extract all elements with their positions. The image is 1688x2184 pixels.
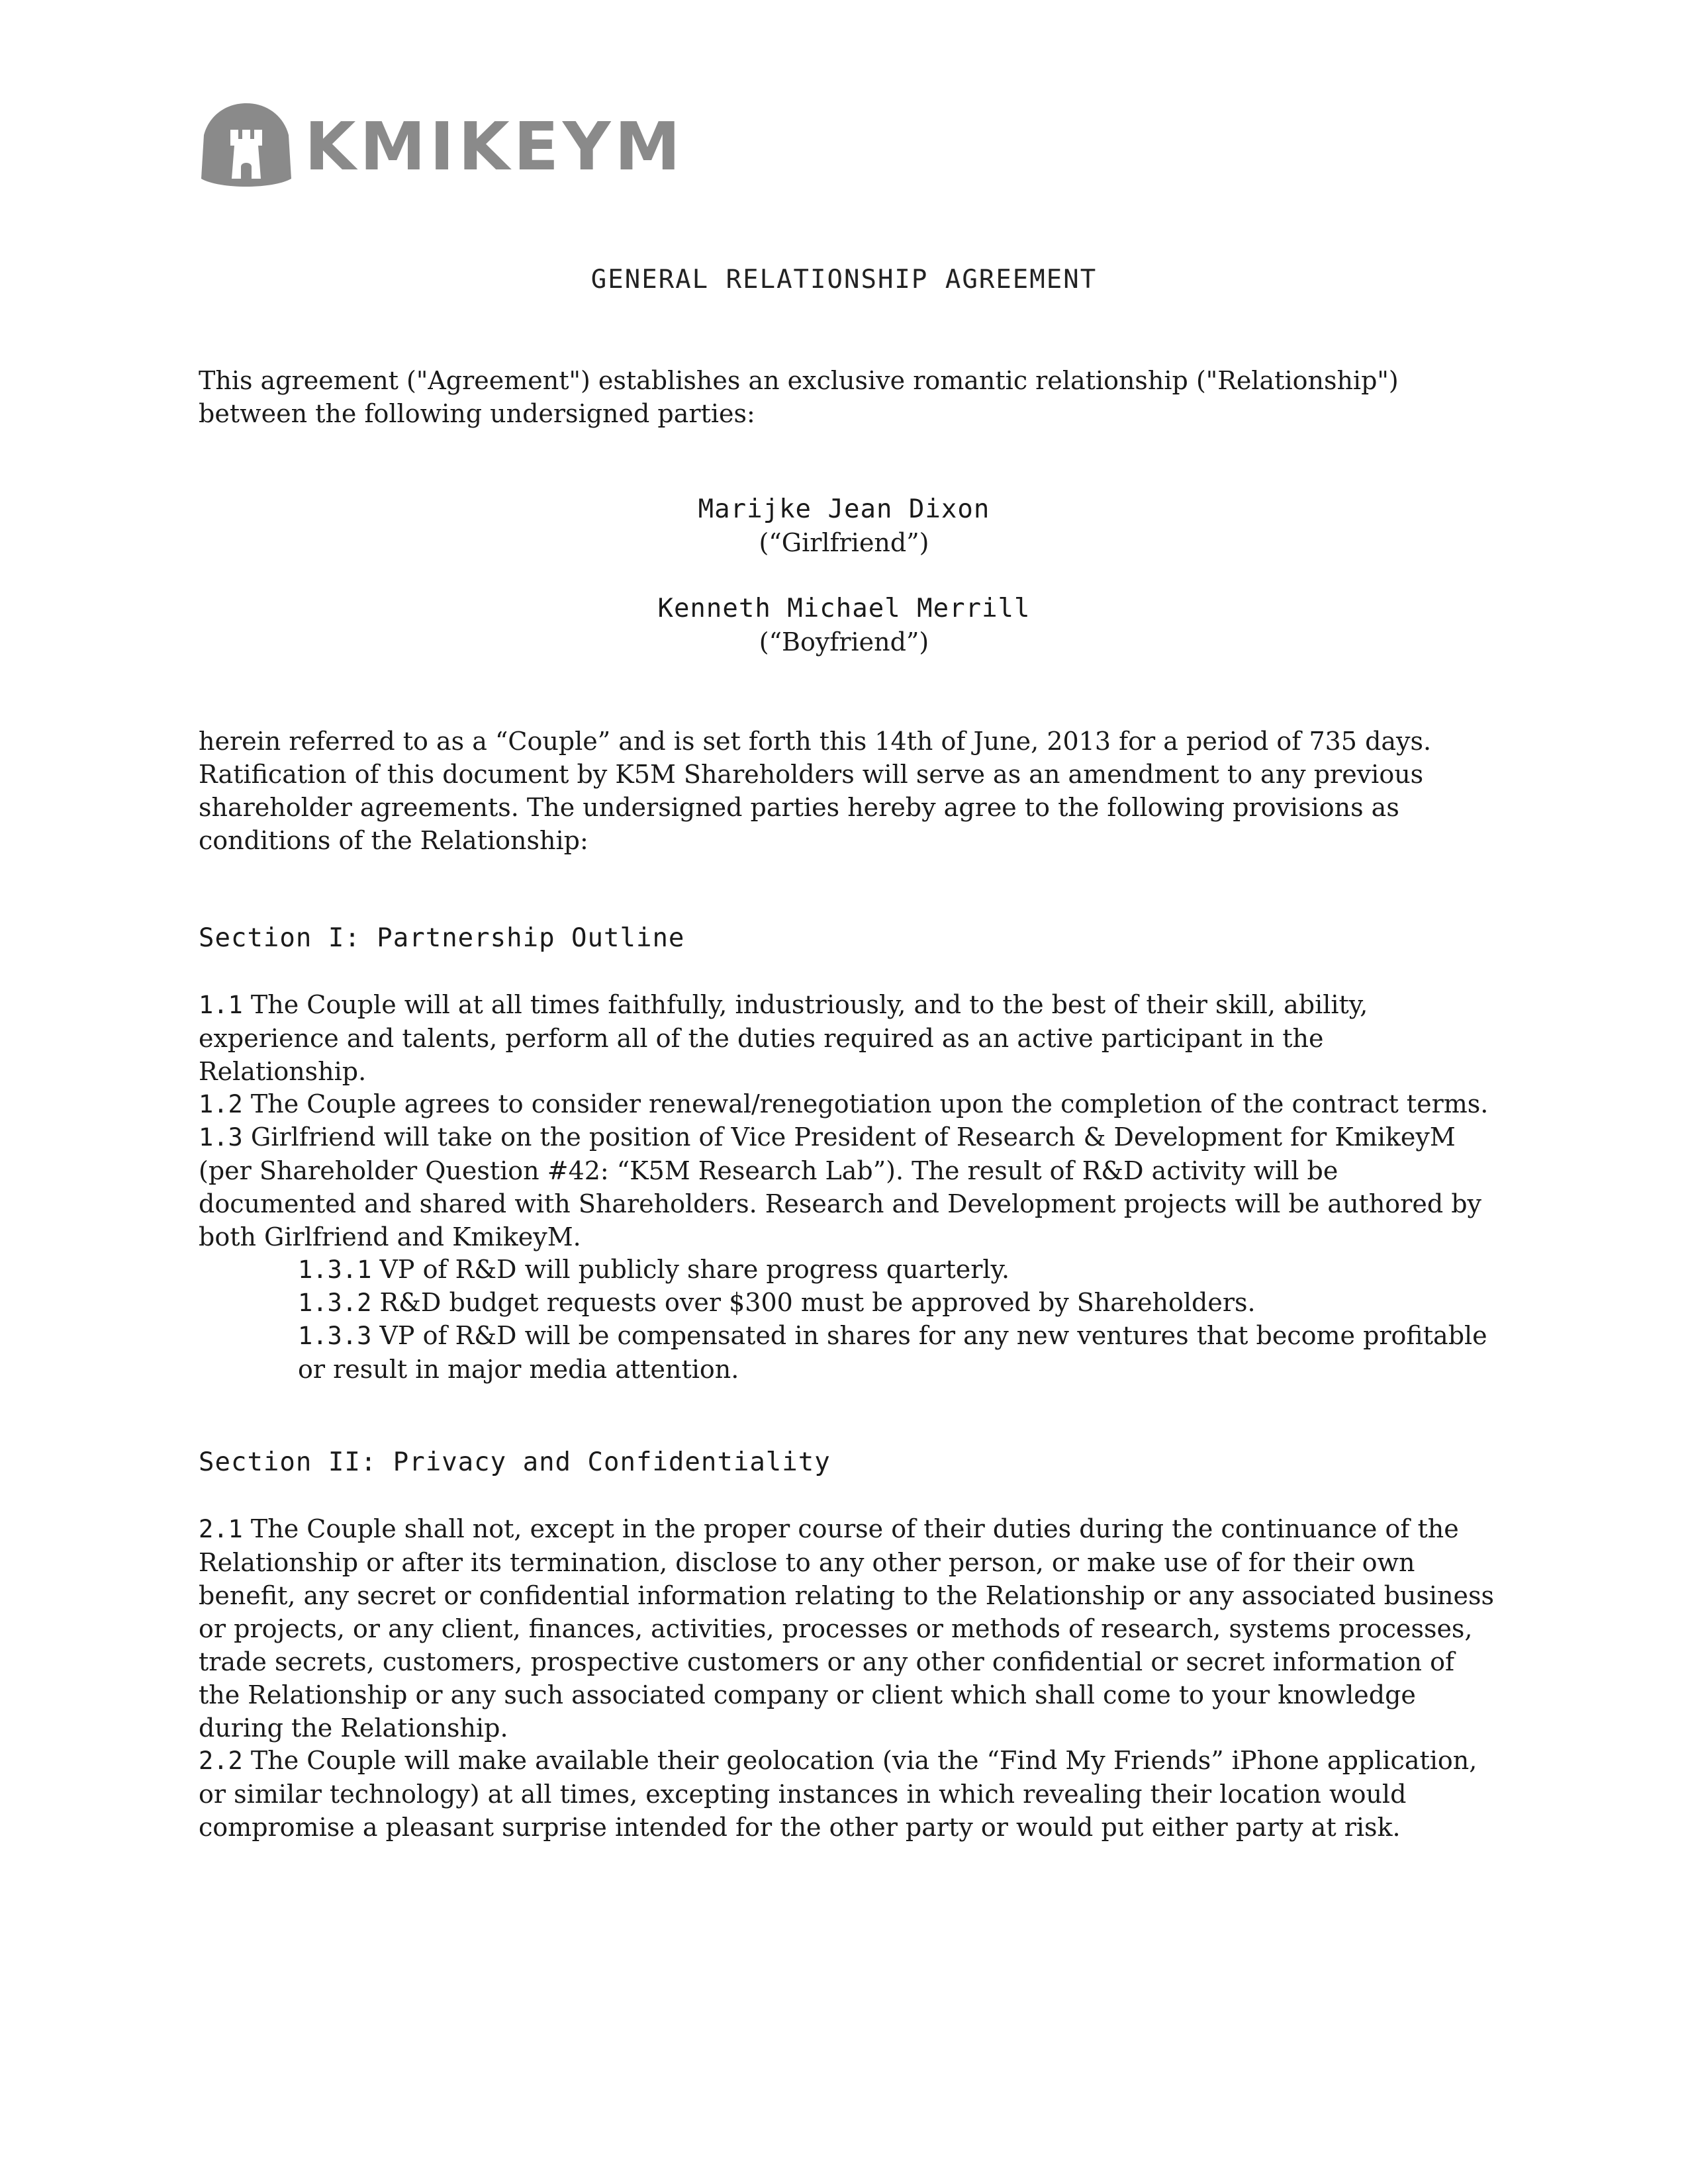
- party-boyfriend: [0, 592, 1688, 659]
- party-girlfriend: [0, 493, 1688, 559]
- clause-number: 1.3.1: [298, 1255, 372, 1284]
- party-name: Marijke Jean Dixon: [698, 494, 990, 524]
- party-role: (“Boyfriend”): [759, 627, 929, 657]
- logo-wordmark: KMIKEYM: [305, 108, 684, 185]
- sub-clause: [298, 1253, 1496, 1287]
- section-heading: Section I: Partnership Outline: [199, 923, 685, 953]
- intro-paragraph: This agreement ("Agreement") establishes an exclusive romantic relationship ("Relationship") between the following undersigned parties:: [199, 366, 1399, 428]
- clause-number: 2.2: [199, 1747, 243, 1775]
- company-logo: [200, 101, 684, 193]
- clause-text: The Couple shall not, except in the proper course of their duties during the continuance of the Relationship or after its termination, disclose to any other person, or make use of for their own benefit, any secret or confidential information relating to the Relationship or any associated business or projects, or any client, finances, activities, processes or methods of research, systems processes, trade secrets, customers, prospective customers or any other confidential or secret information of the Relationship or any such associated company or client which shall come to your knowledge during the Relationship.: [199, 1514, 1494, 1743]
- clause: [199, 988, 1496, 1088]
- clause-text: VP of R&D will be compensated in shares for any new ventures that become profitable or result in major media attention.: [298, 1321, 1487, 1384]
- clause: [199, 1512, 1496, 1745]
- sub-clause: [298, 1319, 1496, 1386]
- clause-number: 1.1: [199, 991, 243, 1019]
- document-title: GENERAL RELATIONSHIP AGREEMENT: [590, 265, 1098, 295]
- castle-tower-icon: [200, 101, 293, 193]
- clause-number: 1.3.3: [298, 1322, 372, 1350]
- section-heading: Section II: Privacy and Confidentiality: [199, 1447, 831, 1477]
- clause-text: Girlfriend will take on the position of Vice President of Research & Development for KmikeyM (per Shareholder Question #42: “K5M Research Lab”). The result of R&D activity will be documented and shared with Shareholders. Research and Development projects will be authored by both Girlfriend and KmikeyM.: [199, 1122, 1482, 1251]
- clause-text: R&D budget requests over $300 must be approved by Shareholders.: [379, 1288, 1256, 1317]
- clause-number: 1.2: [199, 1090, 243, 1118]
- clause-number: 1.3.2: [298, 1289, 372, 1317]
- clause-text: The Couple will at all times faithfully, industriously, and to the best of their skill, ability, experience and talents, perform all of the duties required as an active participant in the Relationship.: [199, 990, 1368, 1086]
- clause-text: The Couple agrees to consider renewal/renegotiation upon the completion of the contract terms.: [250, 1089, 1489, 1118]
- clause-number: 2.1: [199, 1515, 243, 1543]
- clause-text: VP of R&D will publicly share progress quarterly.: [379, 1255, 1010, 1284]
- clause: [199, 1120, 1496, 1253]
- party-name: Kenneth Michael Merrill: [657, 594, 1031, 623]
- clause-number: 1.3: [199, 1123, 243, 1152]
- clause: [199, 1744, 1496, 1844]
- preamble-paragraph: herein referred to as a “Couple” and is set forth this 14th of June, 2013 for a period of 735 days. Ratification of this document by K5M Shareholders will serve as an amendment to any previous shareholder agreements. The undersigned parties hereby agree to the following provisions as conditions of the Relationship:: [199, 727, 1432, 855]
- sub-clause: [298, 1286, 1496, 1320]
- clause: [199, 1087, 1496, 1121]
- party-role: (“Girlfriend”): [759, 528, 929, 557]
- clause-text: The Couple will make available their geolocation (via the “Find My Friends” iPhone application, or similar technology) at all times, excepting instances in which revealing their location would compromise a pleasant surprise intended for the other party or would put either party at risk.: [199, 1746, 1477, 1842]
